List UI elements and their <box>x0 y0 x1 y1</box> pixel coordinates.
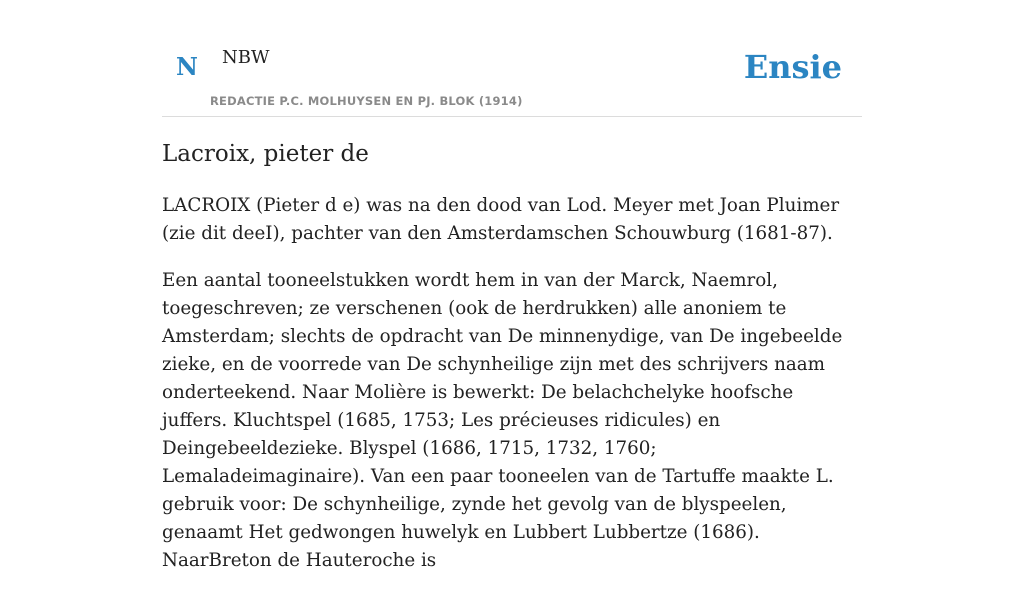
article <box>162 140 862 594</box>
source-subtitle: REDACTIE P.C. MOLHUYSEN EN PJ. BLOK (1914) <box>210 94 523 108</box>
source-title[interactable]: NBW <box>222 47 270 68</box>
article-title: Lacroix, pieter de <box>162 141 369 167</box>
site-header <box>162 40 862 117</box>
article-paragraph: LACROIX (Pieter d e) was na den dood van Lod. Meyer met Joan Pluimer (zie dit deeI), pachter van den Amsterdamschen Schouwburg (1681-87). <box>162 194 840 244</box>
source-logo[interactable]: N <box>176 52 198 81</box>
article-paragraph: Een aantal tooneelstukken wordt hem in van der Marck, Naemrol, toegeschreven; ze verschenen (ook de herdrukken) alle anoniem te Amsterdam; slechts de opdracht van De minnenydige, van De ingebeelde zieke, en de voorrede van De schynheilige zijn met des schrijvers naam onderteekend. Naar Molière is bewerkt: De belachchelyke hoofsche juffers. Kluchtspel (1685, 1753; Les précieuses ridicules) en Deingebeeldezieke. Blyspel (1686, 1715, 1732, 1760; Lemaladeimaginaire). Van een paar tooneelen van de Tartuffe maakte L. gebruik voor: De schynheilige, zynde het gevolg van de blyspeelen, genaamt Het gedwongen huwelyk en Lubbert Lubbertze (1686). NaarBreton de Hauteroche is <box>162 269 843 571</box>
brand-logo[interactable]: Ensie <box>743 48 842 86</box>
